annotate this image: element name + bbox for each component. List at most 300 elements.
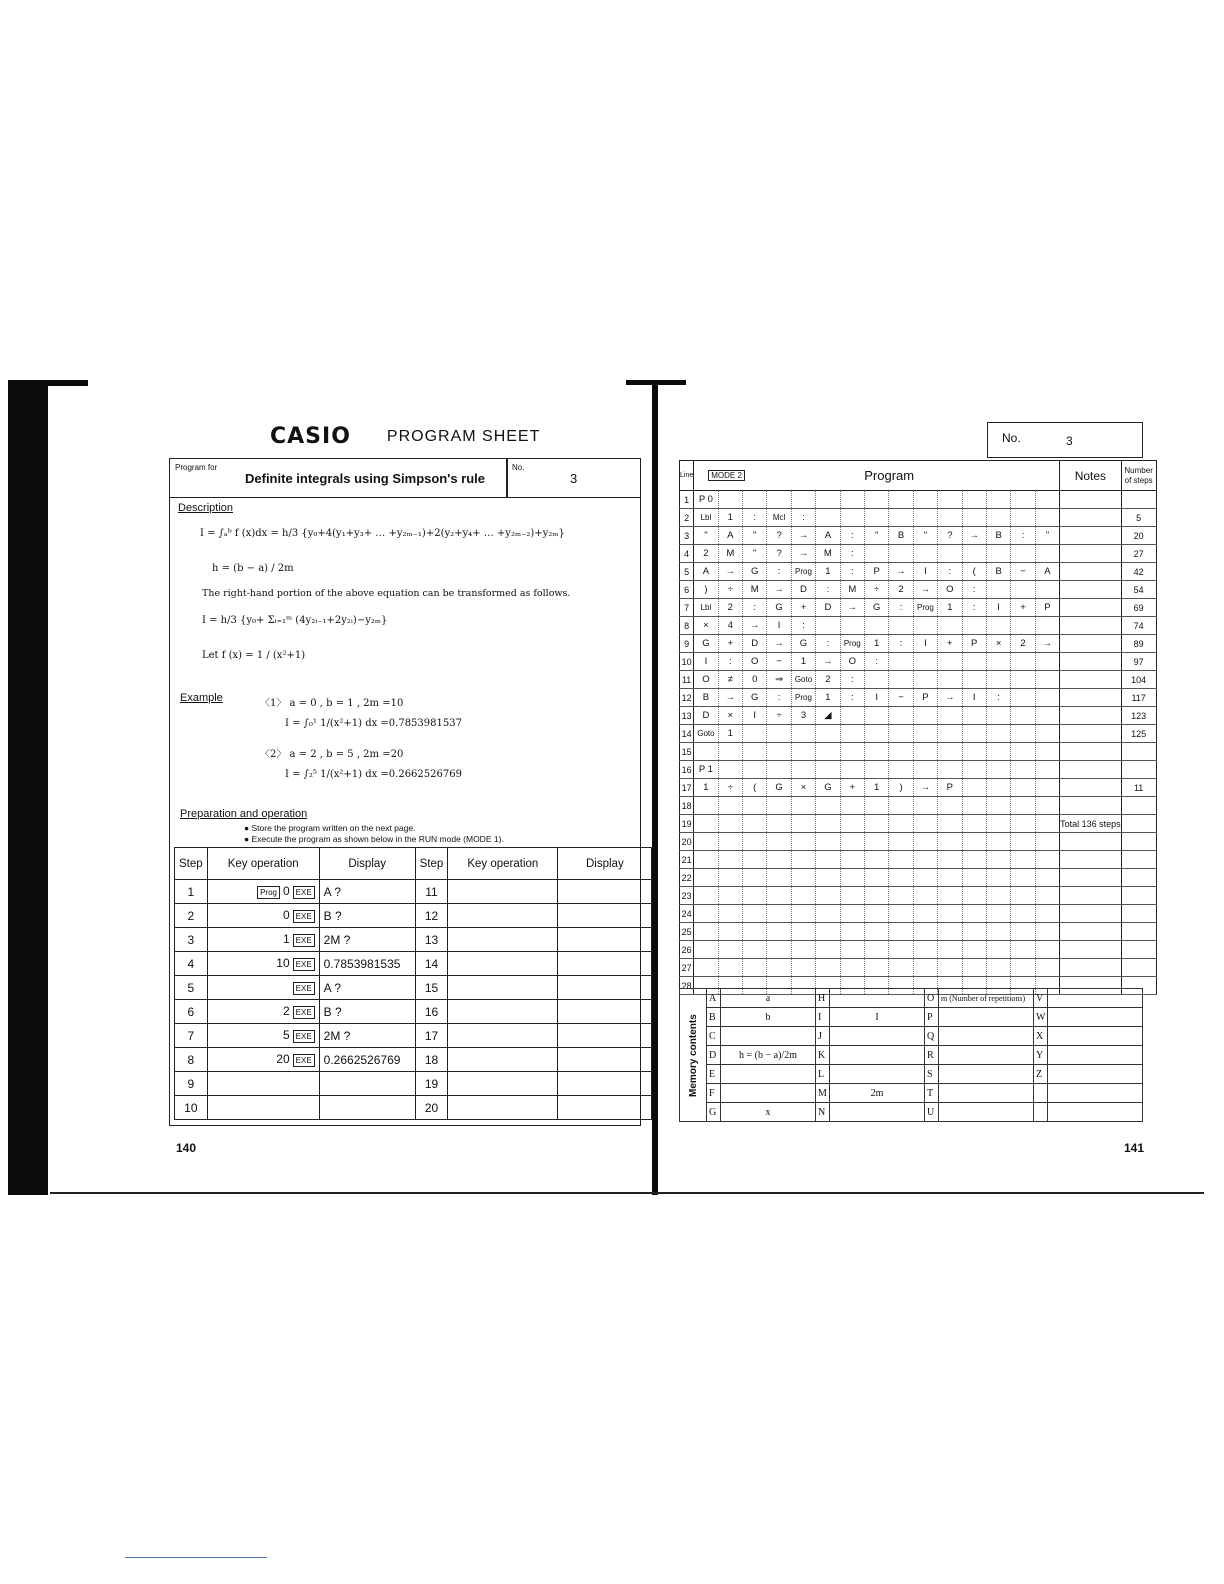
program-cell: : bbox=[962, 599, 986, 617]
program-cell: M bbox=[816, 545, 840, 563]
book-gutter-top bbox=[626, 380, 686, 385]
program-cell bbox=[864, 545, 888, 563]
program-cell bbox=[791, 869, 815, 887]
program-cell bbox=[913, 671, 937, 689]
preparation-heading: Preparation and operation bbox=[180, 808, 308, 820]
program-line bbox=[680, 905, 1157, 923]
program-no-label: No. bbox=[512, 463, 525, 472]
program-cell: B bbox=[889, 527, 913, 545]
key-operation bbox=[448, 952, 558, 976]
program-cell bbox=[840, 617, 864, 635]
line-notes bbox=[1060, 653, 1122, 671]
memory-register: B bbox=[707, 1008, 721, 1027]
program-cell bbox=[1035, 509, 1059, 527]
program-header bbox=[694, 461, 1060, 491]
program-title: Definite integrals using Simpson's rule bbox=[245, 471, 486, 486]
formula-h: h = (b − a) / 2m bbox=[212, 563, 294, 574]
program-cell bbox=[1035, 707, 1059, 725]
table-row bbox=[175, 904, 652, 928]
line-steps: 89 bbox=[1121, 635, 1156, 653]
program-cell bbox=[962, 869, 986, 887]
program-cell bbox=[962, 797, 986, 815]
program-cell: " bbox=[864, 527, 888, 545]
memory-value: m (Number of repetitions) bbox=[939, 989, 1034, 1008]
memory-value bbox=[830, 1027, 925, 1046]
program-cell bbox=[938, 725, 962, 743]
program-cell bbox=[1011, 959, 1035, 977]
program-cell: Goto bbox=[694, 725, 718, 743]
program-cell: Goto bbox=[791, 671, 815, 689]
program-cell bbox=[743, 923, 767, 941]
program-cell bbox=[889, 887, 913, 905]
program-cell bbox=[889, 797, 913, 815]
footer-rule bbox=[125, 1557, 267, 1558]
program-cell: → bbox=[962, 527, 986, 545]
memory-register: O bbox=[925, 989, 939, 1008]
program-cell: 1 bbox=[718, 509, 742, 527]
program-cell: : bbox=[767, 563, 791, 581]
line-steps: 5 bbox=[1121, 509, 1156, 527]
line-notes bbox=[1060, 581, 1122, 599]
preparation-step-2: ● Execute the program as shown below in the RUN mode (MODE 1). bbox=[244, 834, 504, 844]
table-row bbox=[175, 976, 652, 1000]
program-cell bbox=[938, 959, 962, 977]
program-cell bbox=[864, 707, 888, 725]
program-cell bbox=[864, 941, 888, 959]
key-digits: 0 bbox=[282, 884, 290, 899]
program-cell: ⇒ bbox=[767, 671, 791, 689]
program-cell: P bbox=[913, 689, 937, 707]
program-cell bbox=[889, 491, 913, 509]
display-value: B ? bbox=[319, 1000, 415, 1024]
program-cell bbox=[743, 959, 767, 977]
line-notes bbox=[1060, 617, 1122, 635]
program-cell: D bbox=[743, 635, 767, 653]
key-operation bbox=[448, 1000, 558, 1024]
program-cell bbox=[938, 491, 962, 509]
memory-register bbox=[1034, 1084, 1048, 1103]
line-notes bbox=[1060, 941, 1122, 959]
program-cell bbox=[767, 869, 791, 887]
program-cell bbox=[913, 905, 937, 923]
memory-register: X bbox=[1034, 1027, 1048, 1046]
line-number: 12 bbox=[680, 689, 694, 707]
program-cell bbox=[694, 887, 718, 905]
sheet-no-label: No. bbox=[1002, 431, 1021, 445]
program-cell bbox=[864, 833, 888, 851]
line-number: 26 bbox=[680, 941, 694, 959]
program-cell bbox=[962, 743, 986, 761]
program-cell bbox=[767, 491, 791, 509]
program-cell bbox=[938, 941, 962, 959]
program-line bbox=[680, 743, 1157, 761]
program-line bbox=[680, 869, 1157, 887]
program-cell: : bbox=[840, 671, 864, 689]
program-cell bbox=[694, 797, 718, 815]
program-cell: P 1 bbox=[694, 761, 718, 779]
program-cell: B bbox=[694, 689, 718, 707]
memory-register: R bbox=[925, 1046, 939, 1065]
page-bottom-edge bbox=[50, 1192, 1204, 1194]
program-cell bbox=[986, 581, 1010, 599]
line-number: 8 bbox=[680, 617, 694, 635]
program-cell: ) bbox=[694, 581, 718, 599]
key-exe: EXE bbox=[293, 982, 315, 995]
display-value bbox=[319, 1072, 415, 1096]
program-cell bbox=[840, 743, 864, 761]
program-cell bbox=[840, 707, 864, 725]
program-cell: : bbox=[962, 581, 986, 599]
program-cell bbox=[938, 617, 962, 635]
program-cell: D bbox=[694, 707, 718, 725]
line-notes bbox=[1060, 743, 1122, 761]
memory-contents-table bbox=[679, 988, 1143, 1122]
program-line bbox=[680, 959, 1157, 977]
memory-register: J bbox=[816, 1027, 830, 1046]
memory-value bbox=[830, 1046, 925, 1065]
program-cell bbox=[791, 905, 815, 923]
program-line bbox=[680, 761, 1157, 779]
program-cell: 4 bbox=[718, 617, 742, 635]
example-heading: Example bbox=[180, 692, 223, 704]
program-cell bbox=[938, 671, 962, 689]
program-cell bbox=[962, 923, 986, 941]
program-cell bbox=[986, 779, 1010, 797]
line-steps bbox=[1121, 743, 1156, 761]
program-label: Program bbox=[864, 468, 915, 483]
key-operation bbox=[448, 1096, 558, 1120]
column-header: Display bbox=[319, 848, 415, 880]
memory-row bbox=[680, 1008, 1143, 1027]
program-line bbox=[680, 617, 1157, 635]
step-number: 12 bbox=[415, 904, 448, 928]
program-cell bbox=[1035, 725, 1059, 743]
memory-register: M bbox=[816, 1084, 830, 1103]
example-2-result: I = ∫₂⁵ 1/(x²+1) dx =0.2662526769 bbox=[285, 769, 462, 780]
memory-value bbox=[939, 1084, 1034, 1103]
program-cell bbox=[962, 653, 986, 671]
line-notes bbox=[1060, 491, 1122, 509]
program-cell: I bbox=[986, 599, 1010, 617]
program-cell bbox=[816, 491, 840, 509]
program-cell bbox=[889, 725, 913, 743]
program-cell bbox=[743, 869, 767, 887]
key-exe: EXE bbox=[293, 910, 315, 923]
program-cell: ◢ bbox=[816, 707, 840, 725]
line-steps bbox=[1121, 941, 1156, 959]
notes-header: Notes bbox=[1060, 461, 1122, 491]
program-cell bbox=[767, 761, 791, 779]
program-cell bbox=[962, 671, 986, 689]
memory-register: W bbox=[1034, 1008, 1048, 1027]
line-steps: 54 bbox=[1121, 581, 1156, 599]
line-number: 13 bbox=[680, 707, 694, 725]
program-cell bbox=[864, 959, 888, 977]
program-cell bbox=[962, 491, 986, 509]
program-cell bbox=[840, 833, 864, 851]
program-cell: M bbox=[840, 581, 864, 599]
program-cell bbox=[743, 887, 767, 905]
program-cell: × bbox=[718, 707, 742, 725]
program-cell: : bbox=[889, 599, 913, 617]
program-cell: 2 bbox=[889, 581, 913, 599]
key-exe: EXE bbox=[293, 1030, 315, 1043]
program-cell bbox=[986, 815, 1010, 833]
program-cell: : bbox=[840, 689, 864, 707]
program-cell: ) bbox=[889, 779, 913, 797]
line-notes bbox=[1060, 725, 1122, 743]
program-cell bbox=[962, 851, 986, 869]
program-cell bbox=[694, 815, 718, 833]
key-digits: 5 bbox=[282, 1028, 290, 1043]
program-cell bbox=[913, 545, 937, 563]
program-cell bbox=[816, 743, 840, 761]
program-cell: → bbox=[791, 527, 815, 545]
program-cell bbox=[816, 959, 840, 977]
program-cell bbox=[1035, 743, 1059, 761]
program-cell bbox=[889, 671, 913, 689]
line-number: 7 bbox=[680, 599, 694, 617]
key-operation bbox=[207, 976, 319, 1000]
program-cell: G bbox=[743, 563, 767, 581]
program-cell bbox=[889, 761, 913, 779]
program-cell bbox=[1011, 887, 1035, 905]
display-value bbox=[558, 880, 652, 904]
program-cell bbox=[816, 887, 840, 905]
program-cell bbox=[840, 815, 864, 833]
program-cell bbox=[718, 851, 742, 869]
program-cell bbox=[962, 779, 986, 797]
program-cell bbox=[718, 923, 742, 941]
program-cell: Prog bbox=[791, 563, 815, 581]
line-steps bbox=[1121, 959, 1156, 977]
line-number: 18 bbox=[680, 797, 694, 815]
line-notes bbox=[1060, 887, 1122, 905]
program-cell: ÷ bbox=[767, 707, 791, 725]
program-cell: : bbox=[864, 653, 888, 671]
program-cell bbox=[791, 887, 815, 905]
program-cell: → bbox=[840, 599, 864, 617]
step-number: 13 bbox=[415, 928, 448, 952]
memory-value bbox=[939, 1046, 1034, 1065]
memory-value bbox=[1048, 1046, 1143, 1065]
program-cell bbox=[840, 959, 864, 977]
display-value bbox=[558, 1048, 652, 1072]
key-operation bbox=[207, 1072, 319, 1096]
line-notes bbox=[1060, 779, 1122, 797]
key-operation-table bbox=[174, 847, 652, 1120]
memory-register: G bbox=[707, 1103, 721, 1122]
line-steps: 117 bbox=[1121, 689, 1156, 707]
memory-value: x bbox=[721, 1103, 816, 1122]
program-cell: B bbox=[986, 527, 1010, 545]
program-cell bbox=[816, 869, 840, 887]
display-value: A ? bbox=[319, 976, 415, 1000]
program-cell bbox=[986, 887, 1010, 905]
program-cell: Mcl bbox=[767, 509, 791, 527]
program-cell bbox=[864, 851, 888, 869]
line-steps: 104 bbox=[1121, 671, 1156, 689]
program-cell: × bbox=[694, 617, 718, 635]
program-cell: : bbox=[840, 563, 864, 581]
key-operation bbox=[448, 880, 558, 904]
program-cell bbox=[889, 743, 913, 761]
program-cell bbox=[743, 941, 767, 959]
program-cell bbox=[840, 869, 864, 887]
memory-register: A bbox=[707, 989, 721, 1008]
program-cell bbox=[1011, 707, 1035, 725]
line-number: 20 bbox=[680, 833, 694, 851]
program-cell: B bbox=[986, 563, 1010, 581]
key-operation bbox=[448, 904, 558, 928]
memory-register: F bbox=[707, 1084, 721, 1103]
program-line bbox=[680, 563, 1157, 581]
program-cell: → bbox=[816, 653, 840, 671]
program-cell: Prog bbox=[791, 689, 815, 707]
line-number: 25 bbox=[680, 923, 694, 941]
display-value: 2M ? bbox=[319, 1024, 415, 1048]
program-cell: : bbox=[889, 635, 913, 653]
memory-register: P bbox=[925, 1008, 939, 1027]
program-cell: ÷ bbox=[718, 581, 742, 599]
line-number: 10 bbox=[680, 653, 694, 671]
program-cell bbox=[913, 491, 937, 509]
key-operation bbox=[207, 952, 319, 976]
program-cell bbox=[743, 815, 767, 833]
program-cell bbox=[816, 833, 840, 851]
program-cell bbox=[743, 797, 767, 815]
program-cell: I bbox=[743, 707, 767, 725]
step-number: 2 bbox=[175, 904, 208, 928]
program-cell: Lbl bbox=[694, 599, 718, 617]
line-steps bbox=[1121, 797, 1156, 815]
program-cell bbox=[913, 887, 937, 905]
program-cell bbox=[1011, 743, 1035, 761]
step-number: 10 bbox=[175, 1096, 208, 1120]
program-line bbox=[680, 923, 1157, 941]
step-number: 9 bbox=[175, 1072, 208, 1096]
key-prog: Prog bbox=[257, 886, 280, 899]
steps-header: Number of steps bbox=[1121, 461, 1156, 491]
program-cell: ≠ bbox=[718, 671, 742, 689]
line-steps bbox=[1121, 887, 1156, 905]
program-cell bbox=[743, 905, 767, 923]
program-cell bbox=[938, 833, 962, 851]
program-cell bbox=[962, 509, 986, 527]
program-cell bbox=[864, 905, 888, 923]
memory-register: Q bbox=[925, 1027, 939, 1046]
memory-register: N bbox=[816, 1103, 830, 1122]
program-cell bbox=[986, 797, 1010, 815]
formula-sum: I = h/3 {y₀+ Σᵢ₌₁ᵐ (4y₂ᵢ₋₁+2y₂ᵢ)−y₂ₘ} bbox=[202, 615, 388, 626]
program-cell: A bbox=[1035, 563, 1059, 581]
line-steps: 27 bbox=[1121, 545, 1156, 563]
program-cell: P bbox=[1035, 599, 1059, 617]
column-header: Step bbox=[415, 848, 448, 880]
program-cell: ? bbox=[938, 527, 962, 545]
program-cell bbox=[840, 905, 864, 923]
memory-register: E bbox=[707, 1065, 721, 1084]
program-cell: + bbox=[1011, 599, 1035, 617]
program-cell bbox=[962, 941, 986, 959]
program-line bbox=[680, 491, 1157, 509]
line-notes bbox=[1060, 869, 1122, 887]
program-cell: P bbox=[864, 563, 888, 581]
line-number: 28 bbox=[680, 977, 694, 995]
line-number: 2 bbox=[680, 509, 694, 527]
line-notes bbox=[1060, 905, 1122, 923]
program-line bbox=[680, 851, 1157, 869]
program-cell: → bbox=[913, 779, 937, 797]
preparation-step-1: ● Store the program written on the next page. bbox=[244, 823, 416, 833]
memory-register: Y bbox=[1034, 1046, 1048, 1065]
program-cell bbox=[962, 761, 986, 779]
program-cell bbox=[864, 923, 888, 941]
line-steps: 11 bbox=[1121, 779, 1156, 797]
program-cell bbox=[840, 725, 864, 743]
program-cell bbox=[1011, 725, 1035, 743]
program-cell bbox=[743, 743, 767, 761]
formula-simpson: I = ∫ₐᵇ f (x)dx = h/3 {y₀+4(y₁+y₃+ … +y₂ₘ₋₁)+2(y₂+y₄+ … +y₂ₘ₋₂)+y₂ₘ} bbox=[200, 528, 565, 539]
display-value bbox=[558, 976, 652, 1000]
line-number: 6 bbox=[680, 581, 694, 599]
program-cell: → bbox=[913, 581, 937, 599]
program-cell: I bbox=[694, 653, 718, 671]
memory-register: D bbox=[707, 1046, 721, 1065]
program-cell: 1 bbox=[938, 599, 962, 617]
program-cell bbox=[840, 797, 864, 815]
line-steps bbox=[1121, 923, 1156, 941]
program-cell bbox=[889, 851, 913, 869]
line-number: 17 bbox=[680, 779, 694, 797]
program-cell bbox=[840, 761, 864, 779]
memory-value bbox=[939, 1027, 1034, 1046]
key-exe: EXE bbox=[293, 1006, 315, 1019]
memory-value bbox=[939, 1008, 1034, 1027]
program-cell bbox=[1035, 833, 1059, 851]
program-cell: : bbox=[840, 527, 864, 545]
program-cell bbox=[938, 923, 962, 941]
program-cell bbox=[767, 833, 791, 851]
program-cell: I bbox=[767, 617, 791, 635]
display-value bbox=[558, 904, 652, 928]
program-cell bbox=[864, 743, 888, 761]
program-line bbox=[680, 545, 1157, 563]
sheet-header bbox=[270, 424, 540, 449]
program-cell: 2 bbox=[694, 545, 718, 563]
program-cell bbox=[791, 743, 815, 761]
program-cell bbox=[938, 707, 962, 725]
program-cell bbox=[816, 815, 840, 833]
program-cell bbox=[938, 797, 962, 815]
program-cell bbox=[986, 833, 1010, 851]
formula-fx: Let f (x) = 1 / (x²+1) bbox=[202, 650, 306, 661]
program-line bbox=[680, 653, 1157, 671]
program-cell bbox=[1035, 689, 1059, 707]
program-cell: 1 bbox=[694, 779, 718, 797]
program-cell: → bbox=[791, 545, 815, 563]
program-cell bbox=[986, 545, 1010, 563]
program-cell bbox=[1035, 491, 1059, 509]
key-digits: 0 bbox=[282, 908, 290, 923]
program-cell bbox=[743, 851, 767, 869]
table-row bbox=[175, 880, 652, 904]
line-steps bbox=[1121, 761, 1156, 779]
key-exe: EXE bbox=[293, 958, 315, 971]
program-cell bbox=[1011, 761, 1035, 779]
program-cell bbox=[864, 509, 888, 527]
program-cell: G bbox=[694, 635, 718, 653]
